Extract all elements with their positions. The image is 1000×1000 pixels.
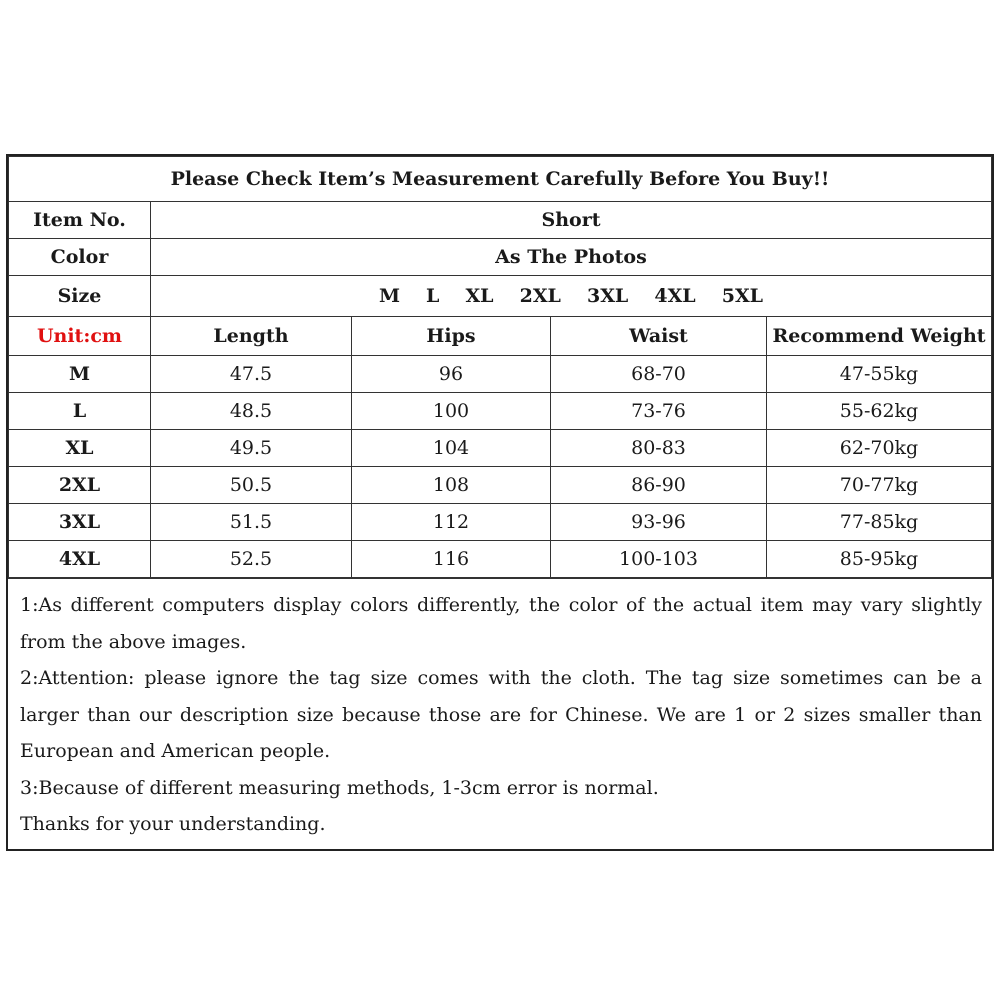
column-header-hips: Hips	[352, 317, 551, 356]
header-row	[9, 317, 992, 356]
cell-weight: 47-55kg	[767, 356, 992, 393]
size-table	[8, 156, 992, 578]
size-label: Size	[9, 276, 151, 317]
cell-waist: 73-76	[551, 393, 767, 430]
size-list	[151, 276, 992, 317]
cell-length: 51.5	[151, 504, 352, 541]
note-1: 1:As different computers display colors differently, the color of the actual item may vary slightly from the above images.	[20, 594, 982, 653]
row-size: XL	[9, 430, 151, 467]
table-row	[9, 356, 992, 393]
cell-hips: 100	[352, 393, 551, 430]
table-row	[9, 467, 992, 504]
cell-weight: 77-85kg	[767, 504, 992, 541]
cell-hips: 108	[352, 467, 551, 504]
row-size: L	[9, 393, 151, 430]
notes-section	[8, 578, 992, 849]
color-value: As The Photos	[151, 239, 992, 276]
size-row	[9, 276, 992, 317]
cell-hips: 116	[352, 541, 551, 578]
size-option: 4XL	[654, 285, 696, 307]
cell-length: 48.5	[151, 393, 352, 430]
cell-hips: 96	[352, 356, 551, 393]
note-2: 2:Attention: please ignore the tag size comes with the cloth. The tag size sometimes can be a larger than our description size because those are for Chinese. We are 1 or 2 sizes smaller than European and American people.	[20, 667, 982, 762]
table-row	[9, 430, 992, 467]
note-3: 3:Because of different measuring methods, 1-3cm error is normal.	[20, 776, 659, 799]
color-row	[9, 239, 992, 276]
item-no-row	[9, 202, 992, 239]
title-row	[9, 157, 992, 202]
size-option: 3XL	[586, 285, 629, 307]
size-option: 5XL	[721, 285, 764, 307]
row-size: 4XL	[9, 541, 151, 578]
table-row	[9, 393, 992, 430]
size-option: XL	[465, 285, 494, 307]
cell-waist: 100-103	[551, 541, 767, 578]
color-label: Color	[9, 239, 151, 276]
cell-waist: 93-96	[551, 504, 767, 541]
cell-length: 47.5	[151, 356, 352, 393]
cell-length: 52.5	[151, 541, 352, 578]
cell-waist: 80-83	[551, 430, 767, 467]
cell-hips: 104	[352, 430, 551, 467]
row-size: 3XL	[9, 504, 151, 541]
cell-hips: 112	[352, 504, 551, 541]
chart-title: Please Check Item’s Measurement Carefully Before You Buy!!	[9, 157, 992, 202]
size-chart	[6, 154, 994, 851]
table-row	[9, 541, 992, 578]
unit-label: Unit:cm	[9, 317, 151, 356]
table-row	[9, 504, 992, 541]
cell-weight: 70-77kg	[767, 467, 992, 504]
column-header-length: Length	[151, 317, 352, 356]
size-option: 2XL	[519, 285, 561, 307]
column-header-weight: Recommend Weight	[767, 317, 992, 356]
item-no-label: Item No.	[9, 202, 151, 239]
size-option: L	[426, 285, 440, 307]
cell-waist: 68-70	[551, 356, 767, 393]
cell-length: 50.5	[151, 467, 352, 504]
cell-weight: 55-62kg	[767, 393, 992, 430]
item-no-value: Short	[151, 202, 992, 239]
cell-weight: 62-70kg	[767, 430, 992, 467]
row-size: M	[9, 356, 151, 393]
cell-waist: 86-90	[551, 467, 767, 504]
thanks-note: Thanks for your understanding.	[20, 813, 326, 835]
cell-weight: 85-95kg	[767, 541, 992, 578]
size-option: M	[378, 285, 400, 307]
cell-length: 49.5	[151, 430, 352, 467]
column-header-waist: Waist	[551, 317, 767, 356]
row-size: 2XL	[9, 467, 151, 504]
